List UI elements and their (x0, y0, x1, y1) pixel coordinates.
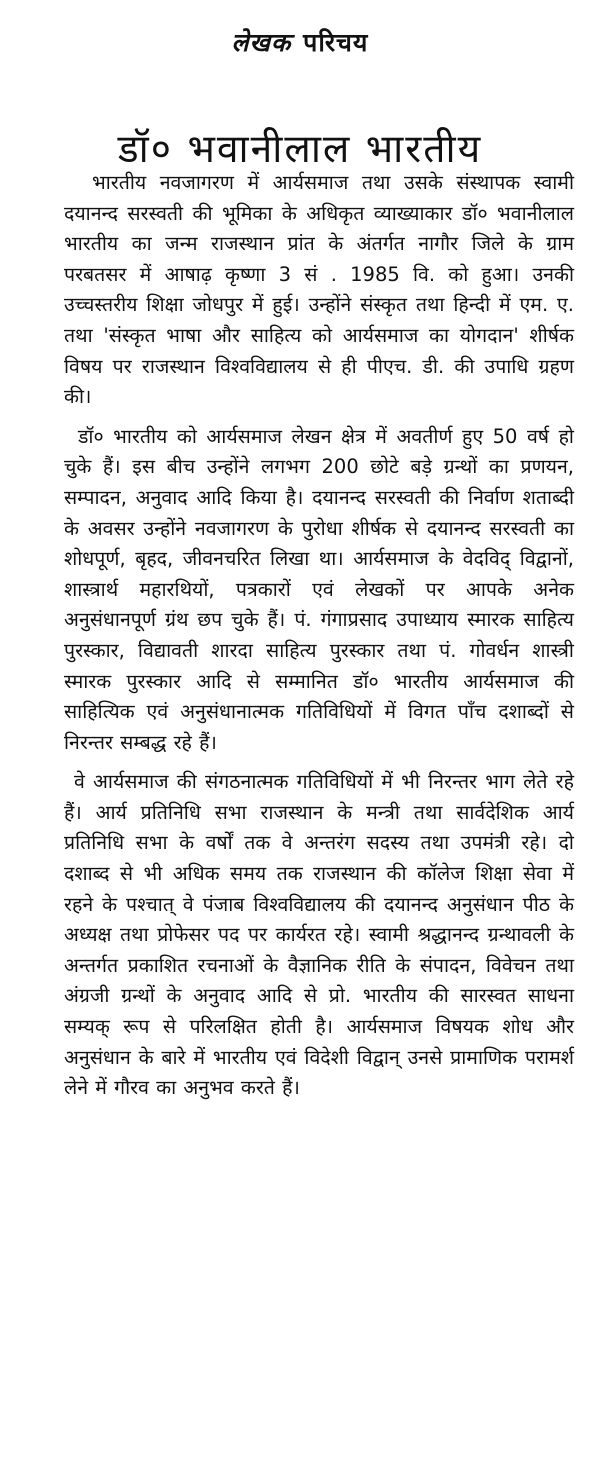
section-label (0, 26, 600, 60)
section-label-word-2: परिचय (303, 28, 369, 57)
biography-paragraph-3: वे आर्यसमाज की संगठनात्मक गतिविधियों में भी निरन्तर भाग लेते रहे हैं। आर्य प्रतिनिधि सभा राजस्थान के मन्त्री तथा सार्वदेशिक आर्य प्रतिनिधि सभा के वर्षों तक वे अन्तरंग सदस्य तथा उपमंत्री रहे। दो दशाब्द से भी अधिक समय तक राजस्थान की कॉलेज शिक्षा सेवा में रहने के पश्चात् वे पंजाब विश्वविद्यालय की दयानन्द अनुसंधान पीठ के अध्यक्ष तथा प्रोफेसर पद पर कार्यरत रहे। स्वामी श्रद्धानन्द ग्रन्थावली के अन्तर्गत प्रकाशित रचनाओं के वैज्ञानिक रीति के संपादन, विवेचन तथा अंग्रजी ग्रन्थों के अनुवाद आदि से प्रो. भारतीय की सारस्वत साधना सम्यक् रूप से परिलक्षित होती है। आर्यसमाज विषयक शोध और अनुसंधान के बारे में भारतीय एवं विदेशी विद्वान् उनसे प्रामाणिक परामर्श लेने में गौरव का अनुभव करते हैं। (64, 770, 574, 1100)
author-name-heading: डॉ० भवानीलाल भारतीय (117, 127, 483, 173)
biography-paragraph-2: डॉ० भारतीय को आर्यसमाज लेखन क्षेत्र में अवतीर्ण हुए 50 वर्ष हो चुके हैं। इस बीच उन्होंने लगभग 200 छोटे बड़े ग्रन्थों का प्रणयन, सम्पादन, अनुवाद आदि किया है। दयानन्द सरस्वती की निर्वाण शताब्दी के अवसर उन्होंने नवजागरण के पुरोधा शीर्षक से दयानन्द सरस्वती का शोधपूर्ण, बृहद, जीवनचरित लिखा था। आर्यसमाज के वेदविद् विद्वानों, शास्त्रार्थ महारथियों, पत्रकारों एवं लेखकों पर आपके अनेक अनुसंधानपूर्ण ग्रंथ छप चुके हैं। पं. गंगाप्रसाद उपाध्याय स्मारक साहित्य पुरस्कार, विद्यावती शारदा साहित्य पुरस्कार तथा पं. गोवर्धन शास्त्री स्मारक पुरस्कार आदि से सम्मानित डॉ० भारतीय आर्यसमाज की साहित्यिक एवं अनुसंधानात्मक गतिविधियों में विगत पाँच दशाब्दों से निरन्तर सम्बद्ध रहे हैं। (64, 424, 574, 754)
biography-paragraph-1: भारतीय नवजागरण में आर्यसमाज तथा उसके संस्थापक स्वामी दयानन्द सरस्वती की भूमिका के अधिकृत व्याख्याकार डॉ० भवानीलाल भारतीय का जन्म राजस्थान प्रांत के अंतर्गत नागौर जिले के ग्राम परबतसर में आषाढ़ कृष्णा 3 सं . 1985 वि. को हुआ। उनकी उच्चस्तरीय शिक्षा जोधपुर में हुई। उन्होंने संस्कृत तथा हिन्दी में एम. ए. तथा 'संस्कृत भाषा और साहित्य को आर्यसमाज का योगदान' शीर्षक विषय पर राजस्थान विश्वविद्यालय से ही पीएच. डी. की उपाधि ग्रहण की। (64, 171, 574, 409)
biography-body (64, 168, 574, 1104)
section-label-word-1: लेखक (231, 28, 292, 57)
